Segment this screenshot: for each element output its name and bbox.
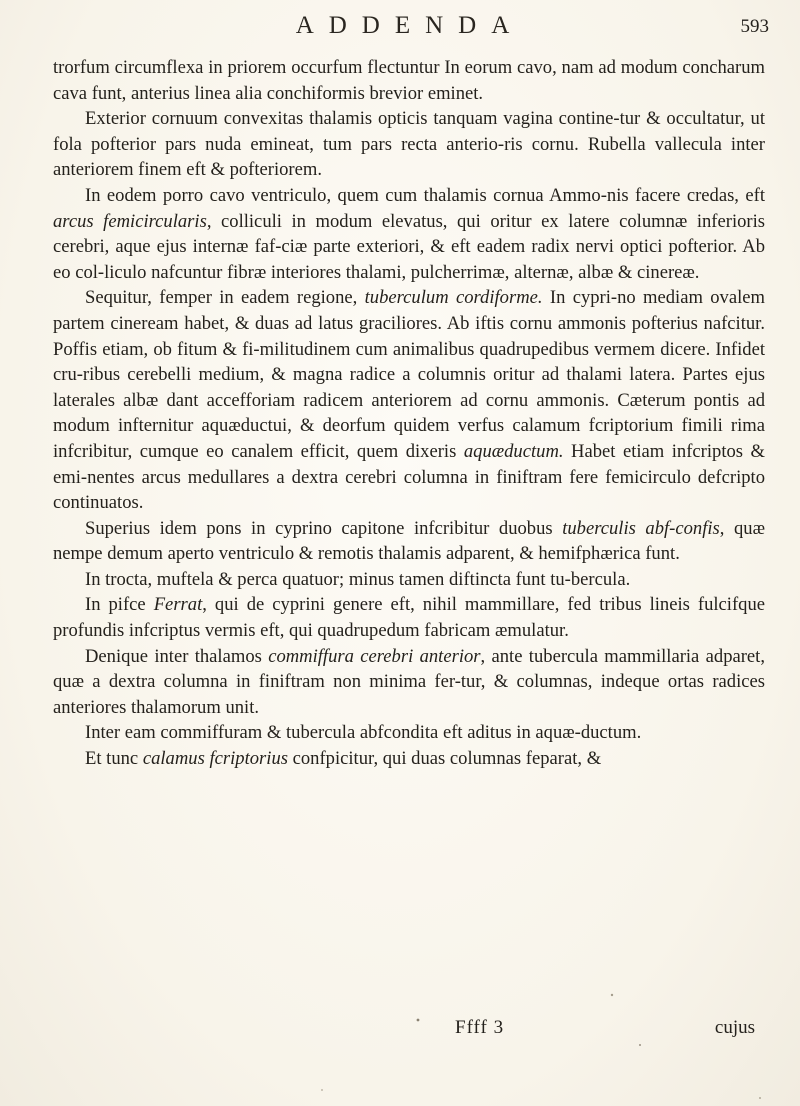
page-number: 593: [740, 16, 769, 37]
paragraph: [53, 567, 765, 593]
text-run: , ante tubercula mammillaria adparet, quæ a dextra columna in finiftram non minima fer-tur, & columnas, indeque ortas radices anteriores thalamorum unit.: [53, 645, 765, 718]
italic-term: commiffura cerebri anterior: [268, 645, 481, 667]
text-run: In pifce: [85, 594, 154, 616]
paragraph: [53, 720, 765, 746]
body-text: [53, 55, 765, 772]
text-run: confpicitur, qui duas columnas feparat, &: [287, 748, 602, 770]
paragraph: [53, 644, 765, 721]
text-run: In trocta, muftela & perca quatuor; minus tamen diftincta funt tu-bercula.: [85, 568, 631, 590]
text-run: In eodem porro cavo ventriculo, quem cum thalamis cornua Ammo-nis facere credas, eft: [85, 184, 765, 206]
text-run: Habet etiam infcriptos & emi-nentes arcus medullares a dextra cerebri columna in finiftram fere femicirculo defcripto continuatos.: [53, 440, 765, 514]
paragraph: [53, 516, 765, 567]
paragraph: [53, 183, 765, 285]
italic-term: aquæductum.: [463, 440, 564, 462]
italic-term: calamus fcriptorius: [142, 748, 288, 770]
italic-term: Ferrat: [153, 594, 203, 616]
text-run: Denique inter thalamos: [85, 645, 269, 667]
italic-term: arcus femicircularis: [53, 210, 207, 232]
running-head: ADDENDA: [295, 12, 525, 39]
text-run: Inter eam commiffuram & tubercula abfcondita eft aditus in aquæ-ductum.: [85, 722, 642, 744]
text-run: , qui de cyprini genere eft, nihil mammillare, fed tribus lineis fulcifque profundis infcriptus vermis eft, qui quadrupedum fabricam æmulatur.: [53, 594, 765, 642]
paragraph: [53, 55, 765, 106]
paragraph: [53, 106, 765, 183]
paragraph: [53, 746, 765, 772]
page-footer: [53, 1017, 765, 1043]
italic-term: tuberculum cordiforme.: [364, 287, 543, 309]
paragraph: [53, 285, 765, 515]
text-run: Et tunc: [85, 748, 143, 770]
text-run: , quæ nempe demum aperto ventriculo & remotis thalamis adparent, & hemifphærica funt.: [53, 517, 765, 565]
text-run: In cypri-no mediam ovalem partem cineream habet, & duas ad latus graciliores. Ab iftis cornu ammonis pofterius nafcitur. Poffis etiam, ob fitum & fi-militudinem cum animalibus quadrupedibus vermem dicere. Infidet cru-ribus cerebelli medium, & magna radice a columnis oritur ad thalami latera. Partes ejus laterales albæ dant accefforiam radicem anteriorem ad cornu ammonis. Cæterum pontis ad modum infternitur aquæductui, & deorfum quidem verfus calamum fcriptorium fimili rima infcribitur, cumque eo canalem efficit, quem dixeris: [53, 287, 765, 462]
signature-mark: Ffff 3: [455, 1017, 505, 1038]
text-run: Exterior cornuum convexitas thalamis opticis tanquam vagina contine-tur & occultatur, ut fola pofterior pars nuda emineat, tum pars recta anterio-ris cornu. Rubella vallecula inter anteriorem finem eft & pofteriorem.: [53, 108, 765, 181]
italic-term: tuberculis abf-confis: [562, 517, 720, 539]
text-run: Sequitur, femper in eadem regione,: [85, 287, 365, 309]
paragraph: [53, 592, 765, 643]
text-run: , colliculi in modum elevatus, qui oritur ex latere columnæ inferioris cerebri, aque ejus internæ faf-ciæ parte exteriori, & eft eadem radix nervi optici pofterior. Ab eo col-liculo nafcuntur fibræ interiores thalami, pulcherrimæ, alternæ, albæ & cinereæ.: [53, 210, 766, 283]
text-run: Superius idem pons in cyprino capitone infcribitur duobus: [85, 517, 563, 539]
text-run: trorfum circumflexa in priorem occurfum flectuntur In eorum cavo, nam ad modum concharum cava funt, anterius linea alia conchiformis brevior eminet.: [53, 57, 765, 104]
catchword: cujus: [714, 1017, 755, 1038]
